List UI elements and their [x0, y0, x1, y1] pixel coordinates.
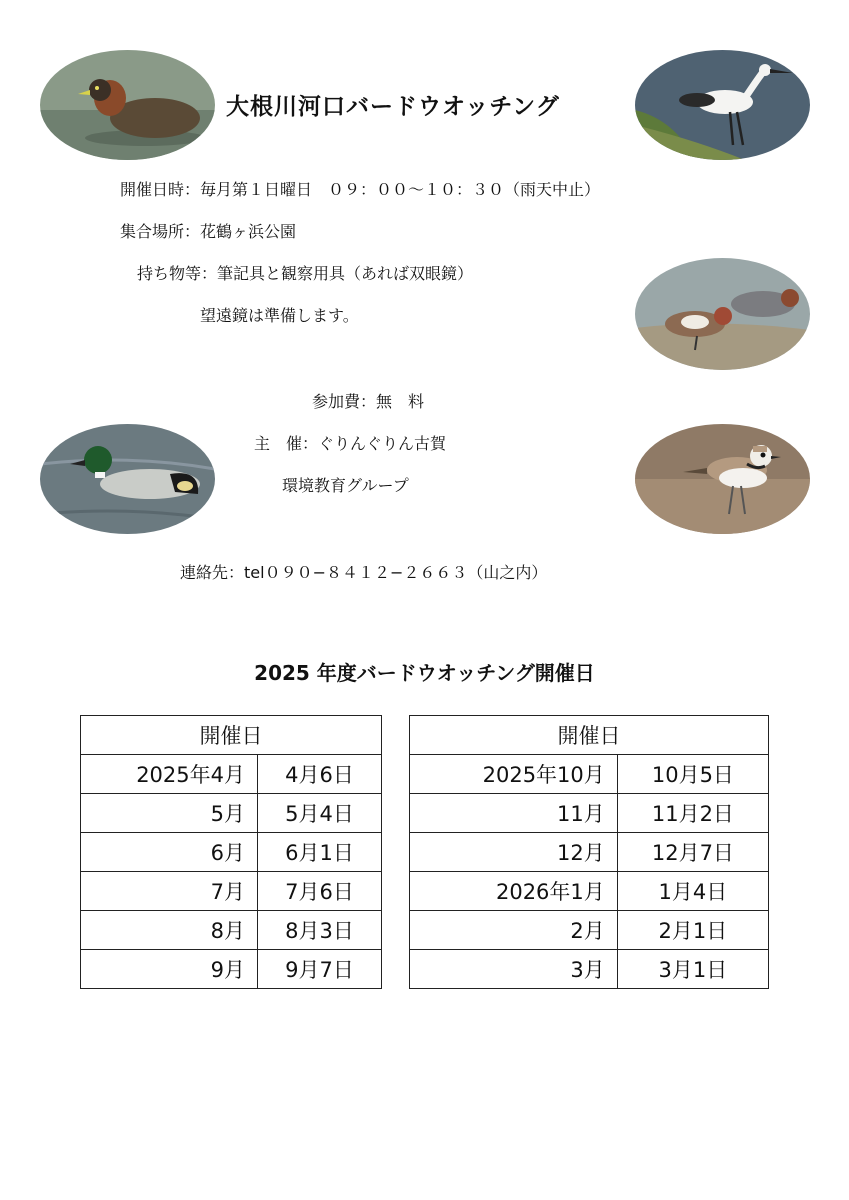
plover-photo	[635, 424, 810, 534]
table-row: 2025年4月 4月6日	[81, 755, 382, 794]
organizer-group: 環境教育グループ	[282, 476, 409, 495]
table-row: 11月 11月2日	[410, 794, 769, 833]
table-row: 5月 5月4日	[81, 794, 382, 833]
meeting-place: 集合場所：花鶴ヶ浜公園	[120, 222, 297, 241]
table-row: 3月 3月1日	[410, 950, 769, 989]
table-row: 8月 8月3日	[81, 911, 382, 950]
schedule-table-first-half	[80, 715, 382, 989]
telescope-note: 望遠鏡は準備します。	[200, 306, 359, 325]
table-row: 2026年1月 1月4日	[410, 872, 769, 911]
organizer: 主 催：ぐりんぐりん古賀	[254, 434, 447, 453]
event-datetime: 開催日時：毎月第１日曜日 ０９：００〜１０：３０（雨天中止）	[120, 180, 601, 199]
page-title: 大根川河口バードウオッチング	[226, 94, 560, 120]
falcated-duck-photo	[40, 424, 215, 534]
table-row: 9月 9月7日	[81, 950, 382, 989]
table-row: 2025年10月 10月5日	[410, 755, 769, 794]
table-header: 開催日	[81, 716, 382, 755]
table-header: 開催日	[410, 716, 769, 755]
schedule-title: 2025 年度バードウオッチング開催日	[254, 661, 595, 685]
schedule-table-second-half	[409, 715, 769, 989]
participation-fee: 参加費：無 料	[312, 392, 425, 411]
egret-photo	[635, 50, 810, 160]
table-row: 2月 2月1日	[410, 911, 769, 950]
table-row: 7月 7月6日	[81, 872, 382, 911]
table-row: 12月 12月7日	[410, 833, 769, 872]
grebe-photo	[40, 50, 215, 160]
wigeon-photo	[635, 258, 810, 370]
items-to-bring: 持ち物等：筆記具と観察用具（あれば双眼鏡）	[137, 264, 474, 283]
table-row: 6月 6月1日	[81, 833, 382, 872]
contact: 連絡先：tel０９０−８４１２−２６６３（山之内）	[180, 563, 548, 582]
